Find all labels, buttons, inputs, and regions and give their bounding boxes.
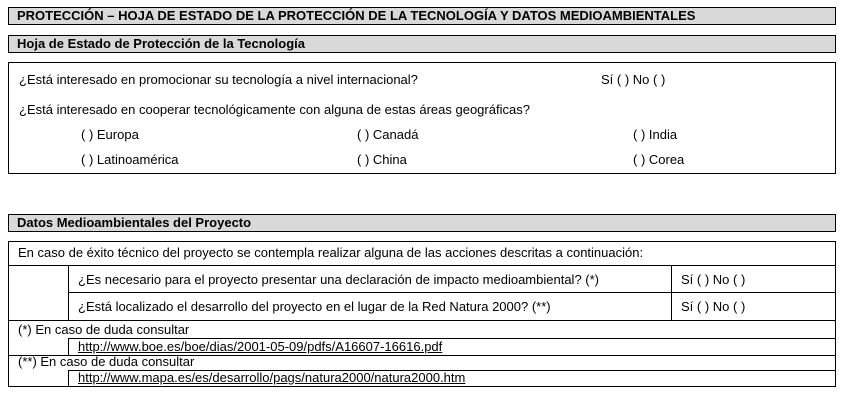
area-option-india[interactable]: ( ) India bbox=[633, 127, 678, 142]
cooperation-question: ¿Está interesado en cooperar tecnológicamente con alguna de estas áreas geográficas? bbox=[19, 102, 530, 117]
area-option-europa[interactable]: ( ) Europa bbox=[81, 127, 139, 142]
international-answer[interactable]: Sí ( ) No ( ) bbox=[601, 72, 666, 87]
tech-protection-header bbox=[8, 35, 836, 53]
env-data-header-text: Datos Medioambientales del Proyecto bbox=[17, 215, 252, 230]
natura-2000-answer[interactable]: Sí ( ) No ( ) bbox=[681, 299, 746, 314]
area-option-china[interactable]: ( ) China bbox=[357, 152, 407, 167]
area-option-corea[interactable]: ( ) Corea bbox=[633, 152, 685, 167]
env-data-header bbox=[8, 214, 836, 232]
env-intro-text: En caso de éxito técnico del proyecto se contempla realizar alguna de las acciones descritas a continuación: bbox=[18, 245, 644, 260]
area-option-latinoamerica[interactable]: ( ) Latinoamérica bbox=[81, 152, 179, 167]
tech-protection-box bbox=[8, 62, 836, 174]
natura-2000-question: ¿Está localizado el desarrollo del proyecto en el lugar de la Red Natura 2000? (**) bbox=[78, 299, 551, 314]
boe-link[interactable]: http://www.boe.es/boe/dias/2001-05-09/pdfs/A16607-16616.pdf bbox=[78, 339, 443, 354]
main-section-title-text: PROTECCIÓN – HOJA DE ESTADO DE LA PROTECCIÓN DE LA TECNOLOGÍA Y DATOS MEDIOAMBIENTALES bbox=[17, 8, 696, 23]
area-option-canada[interactable]: ( ) Canadá bbox=[357, 127, 419, 142]
mapa-link[interactable]: http://www.mapa.es/es/desarrollo/pags/natura2000/natura2000.htm bbox=[78, 370, 466, 385]
note-1-label: (*) En caso de duda consultar bbox=[18, 322, 190, 337]
tech-protection-header-text: Hoja de Estado de Protección de la Tecnología bbox=[17, 36, 305, 51]
international-question: ¿Está interesado en promocionar su tecnología a nivel internacional? bbox=[19, 72, 418, 87]
impact-declaration-answer[interactable]: Sí ( ) No ( ) bbox=[681, 272, 746, 287]
note-2-label: (**) En caso de duda consultar bbox=[18, 354, 195, 369]
main-section-title bbox=[8, 7, 836, 25]
env-data-table bbox=[8, 241, 836, 387]
impact-declaration-question: ¿Es necesario para el proyecto presentar una declaración de impacto medioambiental? (*) bbox=[78, 272, 600, 287]
